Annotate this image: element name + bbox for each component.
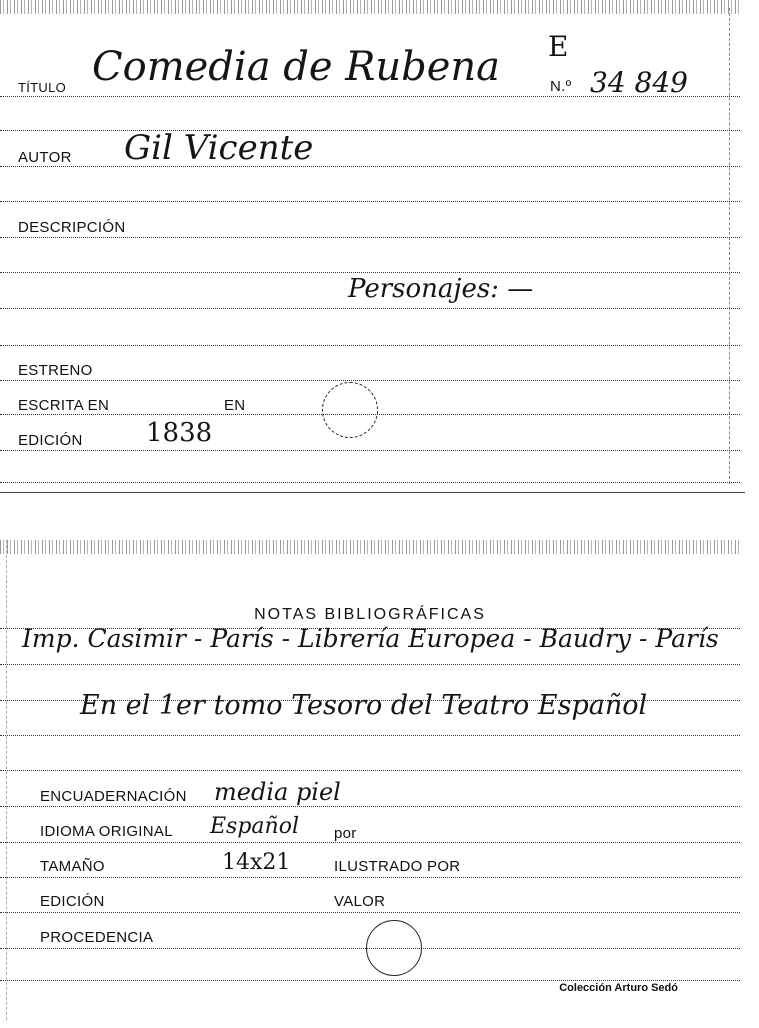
rule-line	[0, 450, 740, 451]
card-top-edge	[0, 540, 740, 554]
descripcion-label: DESCRIPCIÓN	[18, 219, 126, 236]
numero-handwritten: 34 849	[590, 66, 688, 99]
rule-line	[0, 806, 740, 807]
tamano-handwritten: 14x21	[222, 850, 291, 875]
edicion-handwritten: 1838	[146, 418, 213, 448]
edicion-label: EDICIÓN	[40, 893, 105, 910]
card-top-edge	[0, 0, 740, 14]
binder-hole	[366, 920, 422, 976]
rule-line	[0, 201, 740, 202]
por-label: por	[334, 825, 357, 842]
rule-line	[0, 980, 740, 981]
rule-line	[0, 130, 740, 131]
rule-line	[0, 272, 740, 273]
procedencia-label: PROCEDENCIA	[40, 929, 154, 946]
encuadernacion-label: ENCUADERNACIÓN	[40, 788, 187, 805]
personajes-handwritten: Personajes: —	[348, 274, 534, 304]
titulo-label: TÍTULO	[18, 80, 67, 95]
card-right-edge	[729, 8, 730, 484]
rule-line	[0, 735, 740, 736]
numero-label: N.º	[550, 78, 572, 95]
classification-letter: E	[548, 30, 569, 63]
catalog-card-front	[0, 0, 740, 492]
ilustrado-label: ILUSTRADO POR	[334, 858, 461, 875]
en-label: EN	[224, 397, 246, 414]
titulo-handwritten: Comedia de Rubena	[92, 44, 501, 90]
rule-line	[0, 166, 740, 167]
nota-line-1: Imp. Casimir - París - Librería Europea - Baudry - París	[22, 624, 719, 653]
rule-line	[0, 912, 740, 913]
rule-line	[0, 380, 740, 381]
rule-line	[0, 237, 740, 238]
idioma-label: IDIOMA ORIGINAL	[40, 823, 173, 840]
rule-line	[0, 308, 740, 309]
notas-heading: NOTAS BIBLIOGRÁFICAS	[254, 606, 486, 623]
rule-line	[0, 877, 740, 878]
catalog-card-back	[0, 540, 740, 1020]
card-separator	[0, 492, 745, 493]
escrita-en-label: ESCRITA EN	[18, 397, 110, 414]
binder-hole	[322, 382, 378, 438]
rule-line	[0, 345, 740, 346]
rule-line	[0, 770, 740, 771]
edicion-label: EDICIÓN	[18, 432, 83, 449]
encuadernacion-handwritten: media piel	[214, 778, 341, 806]
collection-credit: Colección Arturo Sedó	[559, 982, 678, 994]
rule-line	[0, 664, 740, 665]
tamano-label: TAMAÑO	[40, 858, 105, 875]
estreno-label: ESTRENO	[18, 362, 93, 379]
rule-line	[0, 482, 740, 483]
valor-label: VALOR	[334, 893, 386, 910]
autor-handwritten: Gil Vicente	[124, 128, 314, 168]
idioma-handwritten: Español	[210, 814, 299, 839]
nota-line-2: En el 1er tomo Tesoro del Teatro Español	[80, 690, 648, 721]
autor-label: AUTOR	[18, 149, 72, 166]
rule-line	[0, 842, 740, 843]
